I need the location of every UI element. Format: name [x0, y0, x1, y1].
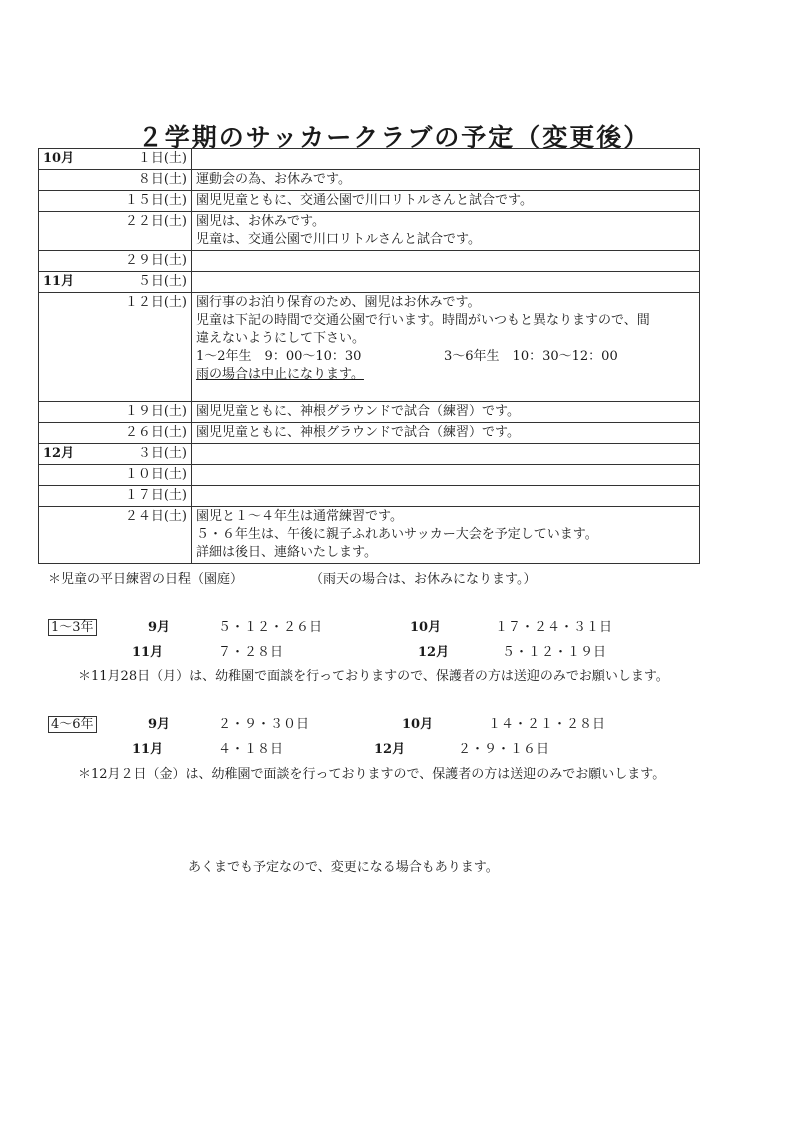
grade46-month-sep: 9月	[148, 717, 171, 732]
schedule-note	[192, 486, 700, 507]
schedule-date: ２６日(土)	[103, 423, 192, 444]
schedule-month	[39, 507, 104, 564]
schedule-note-line: ５・６年生は、午後に親子ふれあいサッカー大会を予定しています。	[196, 527, 598, 542]
schedule-note	[192, 149, 700, 170]
schedule-row	[39, 149, 700, 170]
schedule-note-line: 園児児童ともに、神根グラウンドで試合（練習）です。	[196, 404, 520, 419]
schedule-rain-note: 雨の場合は中止になります。	[196, 367, 364, 382]
schedule-month: 11月	[39, 272, 104, 293]
schedule-row	[39, 486, 700, 507]
schedule-row	[39, 507, 700, 564]
schedule-month	[39, 293, 104, 402]
schedule-date: １７日(土)	[103, 486, 192, 507]
schedule-note-line: 運動会の為、お休みです。	[196, 172, 351, 187]
schedule-note-line: 園行事のお泊り保育のため、園児はお休みです。	[196, 295, 481, 310]
schedule-date: ５日(土)	[103, 272, 192, 293]
schedule-date: ２９日(土)	[103, 251, 192, 272]
grade46-dates-nov: ４・１８日	[218, 742, 284, 757]
schedule-row	[39, 191, 700, 212]
schedule-month	[39, 170, 104, 191]
schedule-month	[39, 402, 104, 423]
schedule-note	[192, 191, 700, 212]
schedule-date: ２４日(土)	[103, 507, 192, 564]
schedule-note-line: 園児と１～４年生は通常練習です。	[196, 509, 403, 524]
grade-label-4-6: 4～6年	[48, 713, 97, 732]
schedule-note-line: 違えないようにして下さい。	[196, 331, 366, 346]
schedule-month: 12月	[39, 444, 104, 465]
schedule-times	[196, 348, 695, 366]
schedule-month	[39, 191, 104, 212]
grade46-dates-dec: ２・９・１６日	[458, 742, 550, 757]
schedule-month	[39, 465, 104, 486]
grade13-month-oct: 10月	[410, 620, 442, 635]
grade46-note: ＊12月２日（金）は、幼稚園で面談を行っておりますので、保護者の方は送迎のみでお願いします。	[78, 767, 666, 782]
schedule-note-line: 園児は、お休みです。	[196, 214, 325, 229]
page-title: ２学期のサッカークラブの予定（変更後）	[137, 123, 651, 152]
schedule-date: ２２日(土)	[103, 212, 192, 251]
schedule-row	[39, 170, 700, 191]
schedule-month	[39, 423, 104, 444]
grade13-dates-nov: ７・２８日	[218, 645, 284, 660]
schedule-note	[192, 293, 700, 402]
schedule-table	[38, 148, 700, 564]
schedule-note	[192, 251, 700, 272]
schedule-note	[192, 465, 700, 486]
schedule-month: 10月	[39, 149, 104, 170]
schedule-row	[39, 251, 700, 272]
schedule-note-line: 園児児童ともに、神根グラウンドで試合（練習）です。	[196, 425, 520, 440]
grade-label-1-3: 1～3年	[48, 616, 97, 635]
grade13-month-sep: 9月	[148, 620, 171, 635]
schedule-row	[39, 465, 700, 486]
grade46-month-oct: 10月	[402, 717, 434, 732]
grade13-month-nov: 11月	[132, 645, 164, 660]
schedule-note-line: 児童は下記の時間で交通公園で行います。時間がいつもと異なりますので、間	[196, 313, 650, 328]
schedule-date: ３日(土)	[103, 444, 192, 465]
grade46-month-dec: 12月	[374, 742, 406, 757]
weekday-rain-note: （雨天の場合は、お休みになります。）	[310, 572, 537, 587]
schedule-row	[39, 272, 700, 293]
grade13-month-dec: 12月	[418, 645, 450, 660]
schedule-date: １２日(土)	[103, 293, 192, 402]
schedule-month	[39, 251, 104, 272]
schedule-note	[192, 423, 700, 444]
grade13-note: ＊11月28日（月）は、幼稚園で面談を行っておりますので、保護者の方は送迎のみでお願いします。	[78, 669, 669, 684]
schedule-date: １０日(土)	[103, 465, 192, 486]
schedule-note	[192, 507, 700, 564]
schedule-date: １日(土)	[103, 149, 192, 170]
schedule-row	[39, 293, 700, 402]
grade46-month-nov: 11月	[132, 742, 164, 757]
grade13-dates-oct: １７・２４・３１日	[495, 620, 613, 635]
schedule-time-slot: 3～6年生 10：30～12：00	[444, 349, 618, 364]
schedule-row	[39, 212, 700, 251]
weekday-heading: ＊児童の平日練習の日程（園庭）	[48, 572, 244, 587]
schedule-note-line: 児童は、交通公園で川口リトルさんと試合です。	[196, 232, 481, 247]
grade46-dates-oct: １４・２１・２８日	[488, 717, 606, 732]
schedule-note-line: 詳細は後日、連絡いたします。	[196, 545, 377, 560]
schedule-date: ８日(土)	[103, 170, 192, 191]
schedule-note	[192, 170, 700, 191]
schedule-note	[192, 212, 700, 251]
schedule-month	[39, 212, 104, 251]
footer-note: あくまでも予定なので、変更になる場合もあります。	[188, 860, 499, 875]
schedule-note	[192, 444, 700, 465]
schedule-month	[39, 486, 104, 507]
schedule-row	[39, 423, 700, 444]
schedule-row	[39, 402, 700, 423]
schedule-time-slot: 1～2年生 9：00～10：30	[196, 349, 362, 364]
grade13-dates-dec: ５・１２・１９日	[502, 645, 607, 660]
schedule-date: １９日(土)	[103, 402, 192, 423]
schedule-date: １５日(土)	[103, 191, 192, 212]
schedule-note	[192, 272, 700, 293]
grade13-dates-sep: ５・１２・２６日	[218, 620, 323, 635]
schedule-row	[39, 444, 700, 465]
schedule-note-line: 園児児童ともに、交通公園で川口リトルさんと試合です。	[196, 193, 533, 208]
schedule-note	[192, 402, 700, 423]
grade46-dates-sep: ２・９・３０日	[218, 717, 310, 732]
